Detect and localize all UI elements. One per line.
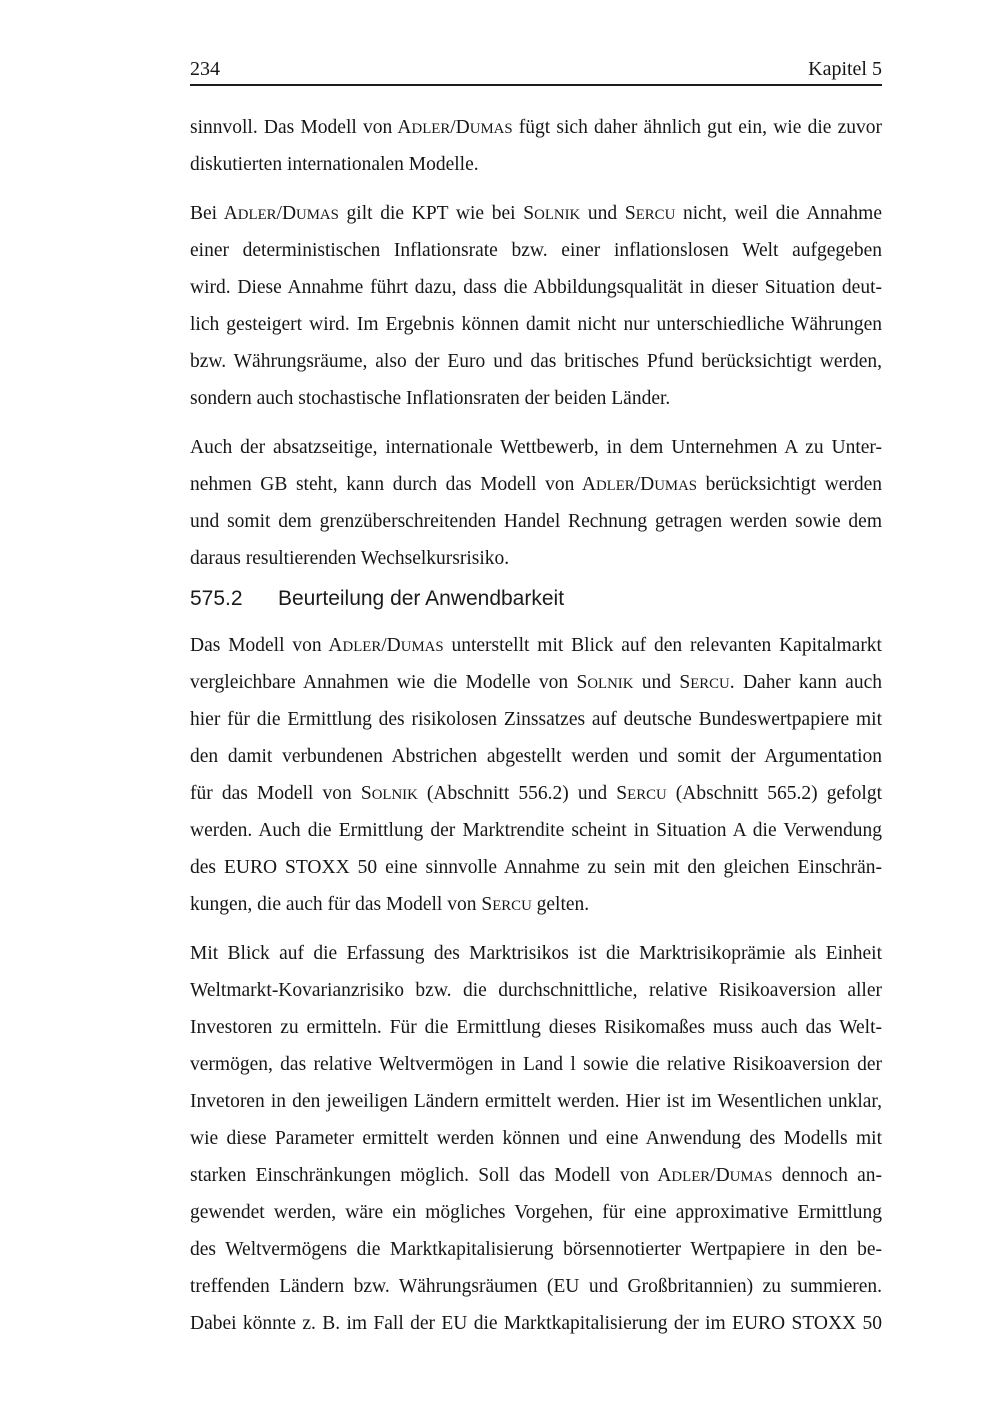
small-caps-text: K	[407, 787, 418, 803]
paragraph	[190, 627, 882, 923]
small-caps-text: E	[691, 1169, 701, 1185]
small-caps-text: N	[553, 207, 565, 223]
small-caps-text: L	[598, 676, 608, 692]
small-caps-text: O	[587, 676, 599, 692]
small-caps-text: K	[569, 207, 581, 223]
small-caps-text: U	[654, 478, 665, 494]
text-line: Weltmarkt-Kovarianzrisiko bzw. die durchschnittliche, relative Risikoaversion aller	[190, 980, 882, 1001]
small-caps-text: A	[319, 207, 331, 223]
paragraph	[190, 109, 882, 183]
small-caps-text: U	[664, 207, 676, 223]
small-caps-text: C	[646, 787, 656, 803]
small-caps-text: L	[422, 121, 432, 137]
text-line: werden. Auch die Ermittlung der Marktrendite scheint in Situation A die Verwendung	[190, 820, 882, 841]
text-line: Investoren zu ermitteln. Für die Ermittlung dieses Risikomaßes muss auch das Welt-	[190, 1017, 882, 1038]
small-caps-text: E	[635, 207, 645, 223]
page-body	[190, 87, 882, 1342]
small-caps-text: U	[719, 676, 730, 692]
small-caps-text: I	[402, 787, 408, 803]
paragraph	[190, 935, 882, 1342]
small-caps-text: S	[504, 121, 513, 137]
small-caps-text: U	[729, 1169, 741, 1185]
text-line: sondern auch stochastische Inflationsraten der beiden Länder.	[190, 388, 671, 409]
small-caps-text: E	[362, 639, 372, 655]
small-caps-text: E	[257, 207, 267, 223]
text-line: vermögen, das relative Weltvermögen in Land l sowie die relative Risikoaversion der	[190, 1054, 882, 1075]
text-line: sinnvoll. Das Modell von ADLER/DUMAS fügt sich daher ähnlich gut ein, wie die zuvor	[190, 117, 883, 138]
small-caps-text: R	[624, 478, 635, 494]
small-caps-text: I	[564, 207, 570, 223]
text-line: des EURO STOXX 50 eine sinnvolle Annahme zu sein mit den gleichen Einschrän-	[190, 857, 882, 878]
text-line: Bei ADLER/DUMAS gilt die KPT wie bei SOLNIK und SERCU nicht, weil die Annahme	[190, 203, 883, 224]
small-caps-text: E	[690, 676, 700, 692]
small-caps-text: N	[391, 787, 403, 803]
small-caps-text: A	[753, 1169, 765, 1185]
small-caps-text: M	[411, 639, 425, 655]
small-caps-text: M	[664, 478, 679, 494]
small-caps-text: E	[492, 898, 502, 914]
small-caps-text: R	[700, 1169, 711, 1185]
small-caps-text: U	[655, 787, 667, 803]
small-caps-text: L	[606, 478, 616, 494]
text-line: kungen, die auch für das Modell von SERCU gelten.	[190, 894, 590, 915]
small-caps-text: L	[248, 207, 258, 223]
small-caps-text: S	[330, 207, 339, 223]
small-caps-text: R	[371, 639, 382, 655]
text-line: wie diese Parameter ermittelt werden können und eine Anwendung des Modells mit	[190, 1128, 882, 1149]
text-line: und somit dem grenzüberschreitenden Handel Rechnung getragen werden sowie dem	[190, 511, 882, 532]
text-line: Dabei könnte z. B. im Fall der EU die Marktkapitalisierung der im EURO STOXX 50	[190, 1313, 882, 1334]
section-title: Beurteilung der Anwendbarkeit	[278, 587, 565, 610]
text-line: hier für die Ermittlung des risikolosen Zinssatzes auf deutsche Bundeswertpapiere mit	[190, 709, 882, 730]
text-line: nehmen GB steht, kann durch das Modell von ADLER/DUMAS berücksichtigt werden	[190, 474, 883, 495]
text-line: starken Einschränkungen möglich. Soll das Modell von ADLER/DUMAS dennoch an-	[190, 1165, 882, 1186]
text-line: Auch der absatzseitige, internationale Wettbewerb, in dem Unternehmen A zu Unter-	[190, 437, 882, 458]
small-caps-text: O	[371, 787, 383, 803]
small-caps-text: D	[671, 1169, 683, 1185]
page-number: 234	[190, 58, 220, 80]
text-line: treffenden Ländern bzw. Währungsräumen (EU und Großbritannien) zu summieren.	[190, 1276, 882, 1297]
small-caps-text: U	[521, 898, 532, 914]
paragraph	[190, 195, 882, 417]
small-caps-text: L	[353, 639, 363, 655]
small-caps-text: A	[678, 478, 689, 494]
small-caps-text: N	[607, 676, 618, 692]
small-caps-text: D	[595, 478, 607, 494]
text-line: den damit verbundenen Abstrichen abgestellt werden und somit der Argumentation	[190, 746, 882, 767]
small-caps-text: M	[480, 121, 494, 137]
small-caps-text: L	[544, 207, 554, 223]
text-line: vergleichbare Annahmen wie die Modelle von SOLNIK und SERCU. Daher kann auch	[190, 672, 882, 693]
text-line: lich gesteigert wird. Im Ergebnis können damit nicht nur unterschiedliche Währungen	[190, 314, 882, 335]
small-caps-text: R	[699, 676, 710, 692]
text-line: einer deterministischen Inflationsrate bzw. einer inflationslosen Welt aufgegeben	[190, 240, 882, 261]
small-caps-text: D	[342, 639, 354, 655]
text-line: des Weltvermögens die Marktkapitalisierung börsennotierter Wertpapiere in den be-	[190, 1239, 882, 1260]
small-caps-text: E	[615, 478, 625, 494]
text-line: für das Modell von SOLNIK (Abschnitt 556.2) und SERCU (Abschnitt 565.2) gefolgt	[190, 783, 882, 804]
small-caps-text: I	[617, 676, 623, 692]
text-line: wird. Diese Annahme führt dazu, dass die Abbildungsqualität in dieser Situation deut-	[190, 277, 882, 298]
text-line: Invetoren in den jeweiligen Ländern ermittelt werden. Hier ist im Wesentlichen unklar,	[190, 1091, 882, 1112]
small-caps-text: C	[709, 676, 720, 692]
small-caps-text: R	[501, 898, 512, 914]
page-header	[190, 57, 882, 86]
paragraph	[190, 429, 882, 577]
small-caps-text: U	[296, 207, 307, 223]
small-caps-text: A	[424, 639, 436, 655]
text-line: gewendet werden, wäre ein mögliches Vorgehen, für eine approximative Ermittlung	[190, 1202, 882, 1223]
small-caps-text: L	[382, 787, 392, 803]
section-heading	[190, 580, 882, 617]
small-caps-text: U	[469, 121, 481, 137]
small-caps-text: D	[411, 121, 423, 137]
small-caps-text: C	[511, 898, 522, 914]
small-caps-text: A	[493, 121, 505, 137]
chapter-label: Kapitel 5	[808, 58, 882, 80]
small-caps-text: S	[688, 478, 698, 494]
small-caps-text: R	[644, 207, 655, 223]
small-caps-text: E	[627, 787, 637, 803]
text-line: daraus resultierenden Wechselkursrisiko.	[190, 548, 510, 569]
small-caps-text: C	[654, 207, 665, 223]
text-line: bzw. Währungsräume, also der Euro und das britisches Pfund berücksichtigt werden,	[190, 351, 882, 372]
small-caps-text: S	[435, 639, 444, 655]
small-caps-text: M	[740, 1169, 754, 1185]
small-caps-text: U	[400, 639, 412, 655]
small-caps-text: L	[682, 1169, 692, 1185]
section-number: 575.2	[190, 587, 243, 610]
small-caps-text: D	[237, 207, 249, 223]
small-caps-text: E	[431, 121, 441, 137]
small-caps-text: K	[622, 676, 634, 692]
text-line: Das Modell von ADLER/DUMAS unterstellt mit Blick auf den relevanten Kapitalmarkt	[190, 635, 882, 656]
small-caps-text: M	[306, 207, 320, 223]
small-caps-text: R	[266, 207, 277, 223]
small-caps-text: R	[440, 121, 451, 137]
text-line: diskutierten internationalen Modelle.	[190, 154, 479, 175]
small-caps-text: O	[534, 207, 545, 223]
small-caps-text: S	[764, 1169, 773, 1185]
text-line: Mit Blick auf die Erfassung des Marktrisikos ist die Marktrisikoprämie als Einheit	[190, 943, 882, 964]
small-caps-text: R	[636, 787, 647, 803]
